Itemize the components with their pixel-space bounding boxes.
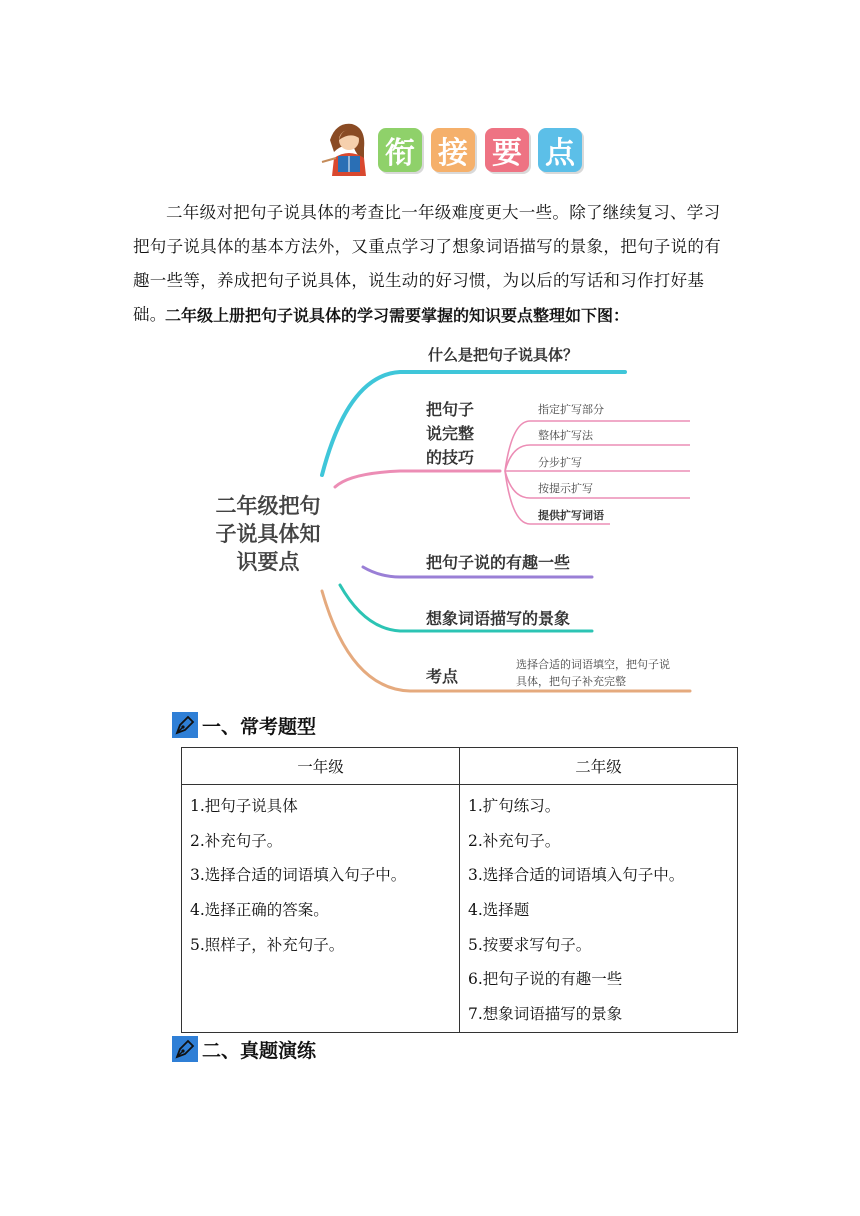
tile-xian: 衔: [378, 128, 422, 172]
list-item: 3.选择合适的词语填入句子中。: [468, 866, 685, 885]
sub-label-2: 整体扩写法: [538, 429, 593, 442]
branch-2-line: [335, 471, 500, 487]
teacher-reading-icon: [320, 118, 376, 178]
pen-icon: [172, 712, 198, 738]
sub-line-2: [505, 445, 690, 471]
tile-dian: 点: [538, 128, 582, 172]
list-item: 7.想象词语描写的景象: [468, 1005, 623, 1024]
sub-label-3: 分步扩写: [538, 456, 582, 469]
section-2-heading: [172, 1035, 316, 1063]
branch-2-label-2: 说完整: [426, 424, 475, 443]
branch-4-label: 想象词语描写的景象: [426, 609, 571, 628]
pen-icon: [172, 1036, 198, 1062]
grade-2-cell: [460, 785, 738, 1033]
tile-jie: 接: [431, 128, 475, 172]
branch-5-note-1: 选择合适的词语填空，把句子说: [516, 658, 670, 671]
list-item: 4.选择题: [468, 901, 530, 920]
list-item: 5.按要求写句子。: [468, 935, 592, 954]
tile-yao: 要: [485, 128, 529, 172]
list-item: 2.补充句子。: [468, 831, 561, 850]
branch-5-line: [322, 591, 690, 691]
section-1-title: 一、常考题型: [202, 715, 317, 738]
sub-label-4: 按提示扩写: [538, 482, 593, 495]
section-1-heading: [172, 711, 316, 739]
sub-line-1: [505, 421, 690, 471]
summary-heading: 二年级上册把句子说具体的学习需要掌握的知识要点整理如下图：: [165, 306, 630, 325]
question-types-table: [181, 747, 738, 1033]
sub-line-4: [505, 471, 690, 498]
branch-2-label-1: 把句子: [426, 400, 475, 419]
header-banner: [320, 118, 590, 178]
mindmap-center-line1: 二年级把句: [215, 494, 321, 518]
list-item: 1.扩句练习。: [468, 797, 561, 815]
sub-label-5: 提供扩写词语: [538, 509, 604, 522]
branch-5-note-2: 具体，把句子补充完整: [516, 675, 626, 688]
mindmap-center-line2: 子说具体知: [215, 522, 321, 546]
branch-5-label: 考点: [426, 667, 459, 686]
mind-map: [200, 335, 700, 697]
sub-label-1: 指定扩写部分: [538, 403, 604, 416]
mindmap-center-line3: 识要点: [236, 550, 300, 574]
branch-2-label-3: 的技巧: [426, 448, 475, 467]
list-item: 6.把句子说的有趣一些: [468, 970, 623, 989]
intro-paragraph: 二年级对把句子说具体的考查比一年级难度更大一些。除了继续复习、学习把句子说具体的基本方法外，又重点学习了想象词语描写的景象，把句子说的有趣一些等，养成把句子说具体，说生动的好习惯，为以后的写话和习作打好基础。: [133, 203, 721, 324]
list-item: 1.把句子说具体: [190, 797, 298, 815]
section-2-title: 二、真题演练: [202, 1039, 317, 1062]
grade-1-cell: [182, 785, 460, 1033]
table-row: [182, 785, 738, 1033]
header-grade-2: 二年级: [460, 748, 738, 785]
header-grade-1: 一年级: [182, 748, 460, 785]
list-item: 4.选择正确的答案。: [190, 901, 329, 920]
branch-3-label: 把句子说的有趣一些: [426, 553, 571, 572]
branch-1-label: 什么是把句子说具体？: [428, 346, 579, 364]
list-item: 2.补充句子。: [190, 831, 283, 850]
list-item: 5.照样子，补充句子。: [190, 935, 345, 954]
table-header-row: [182, 748, 738, 785]
list-item: 3.选择合适的词语填入句子中。: [190, 866, 407, 885]
